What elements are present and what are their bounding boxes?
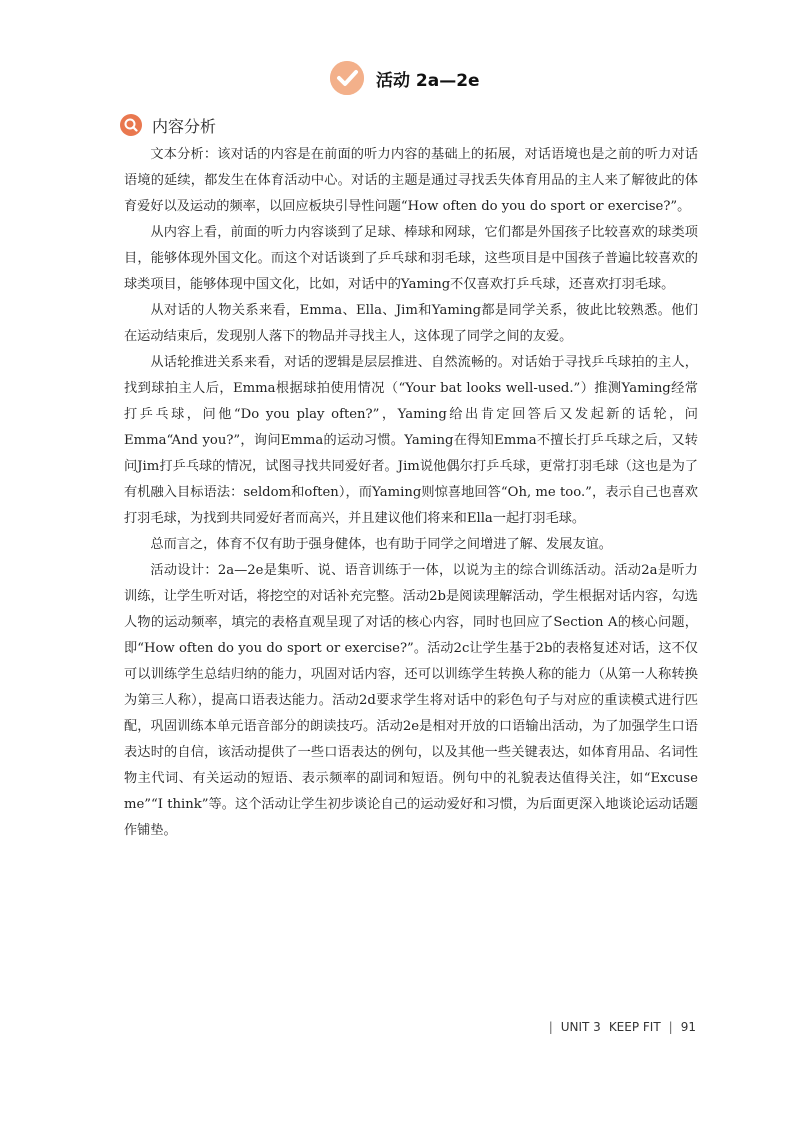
paragraph-content-view [124, 220, 698, 298]
paragraph-character-relations [124, 298, 698, 350]
section-header [120, 110, 216, 140]
check-badge-icon [330, 61, 364, 95]
paragraph-summary [124, 532, 698, 558]
paragraph-body: 该对话的内容是在前面的听力内容的基础上的拓展，对话语境也是之前的听力对话语境的延续，都发生在体育活动中心。对话的主题是通过寻找丢失体育用品的主人来了解彼此的体育爱好以及运动的频率，以回应板块引导性问题“How often do you do sport or exercise?”。 [124, 147, 699, 214]
magnifier-icon [120, 114, 142, 136]
paragraph-turn-progression [124, 350, 698, 532]
footer-separator: | [668, 1020, 673, 1034]
footer-separator: | [548, 1020, 553, 1034]
page-title: 活动 2a—2e [376, 70, 480, 91]
footer-unit-title: KEEP FIT [608, 1020, 661, 1034]
footer-unit: UNIT 3 [560, 1020, 601, 1034]
paragraph-label: 活动设计： [150, 563, 218, 578]
activity-header [330, 58, 480, 98]
paragraph-body: 从话轮推进关系来看，对话的逻辑是层层推进、自然流畅的。对话始于寻找乒乓球拍的主人，找到球拍主人后，Emma根据球拍使用情况（“Your bat looks well-used.”）推测Yaming经常打乒乓球，问他“Do you play often?”，Yaming给出肯定回答后又发起新的话轮，问Emma“And you?”，询问Emma的运动习惯。Yaming在得知Emma不擅长打乒乓球之后，又转问Jim打乒乓球的情况，试图寻找共同爱好者。Jim说他偶尔打乒乓球，更常打羽毛球（这也是为了有机融入目标语法：seldom和often），而Yaming则惊喜地回答“Oh, me too.”，表示自己也喜欢打羽毛球，为找到共同爱好者而高兴，并且建议他们将来和Ella一起打羽毛球。 [124, 355, 698, 526]
paragraph-activity-design [124, 558, 698, 844]
paragraph-body: 从对话的人物关系来看，Emma、Ella、Jim和Yaming都是同学关系，彼此比较熟悉。他们在运动结束后，发现别人落下的物品并寻找主人，这体现了同学之间的友爱。 [124, 303, 698, 344]
page-number: 91 [680, 1020, 696, 1034]
paragraph-text-analysis [124, 142, 698, 220]
paragraph-label: 文本分析： [150, 147, 218, 162]
paragraph-body: 总而言之，体育不仅有助于强身健体，也有助于同学之间增进了解、发展友谊。 [150, 537, 612, 552]
page-footer [549, 1020, 696, 1034]
analysis-content [124, 142, 698, 844]
paragraph-body: 从内容上看，前面的听力内容谈到了足球、棒球和网球，它们都是外国孩子比较喜欢的球类项目，能够体现外国文化。而这个对话谈到了乒乓球和羽毛球，这些项目是中国孩子普遍比较喜欢的球类项目，能够体现中国文化，比如，对话中的Yaming不仅喜欢打乒乓球，还喜欢打羽毛球。 [124, 225, 698, 292]
paragraph-body: 2a—2e是集听、说、语音训练于一体，以说为主的综合训练活动。活动2a是听力训练，让学生听对话，将挖空的对话补充完整。活动2b是阅读理解活动，学生根据对话内容，勾选人物的运动频率，填完的表格直观呈现了对话的核心内容，同时也回应了Section A的核心问题，即“How often do you do sport or exercise?”。活动2c让学生基于2b的表格复述对话，这不仅可以训练学生总结归纳的能力，巩固对话内容，还可以训练学生转换人称的能力（从第一人称转换为第三人称），提高口语表达能力。活动2d要求学生将对话中的彩色句子与对应的重读模式进行匹配，巩固训练本单元语音部分的朗读技巧。活动2e是相对开放的口语输出活动，为了加强学生口语表达时的自信，该活动提供了一些口语表达的例句，以及其他一些关键表达，如体育用品、名词性物主代词、有关运动的短语、表示频率的副词和短语。例句中的礼貌表达值得关注，如“Excuse me”“I think”等。这个活动让学生初步谈论自己的运动爱好和习惯，为后面更深入地谈论运动话题作铺垫。 [124, 563, 698, 838]
section-title: 内容分析 [152, 116, 217, 136]
